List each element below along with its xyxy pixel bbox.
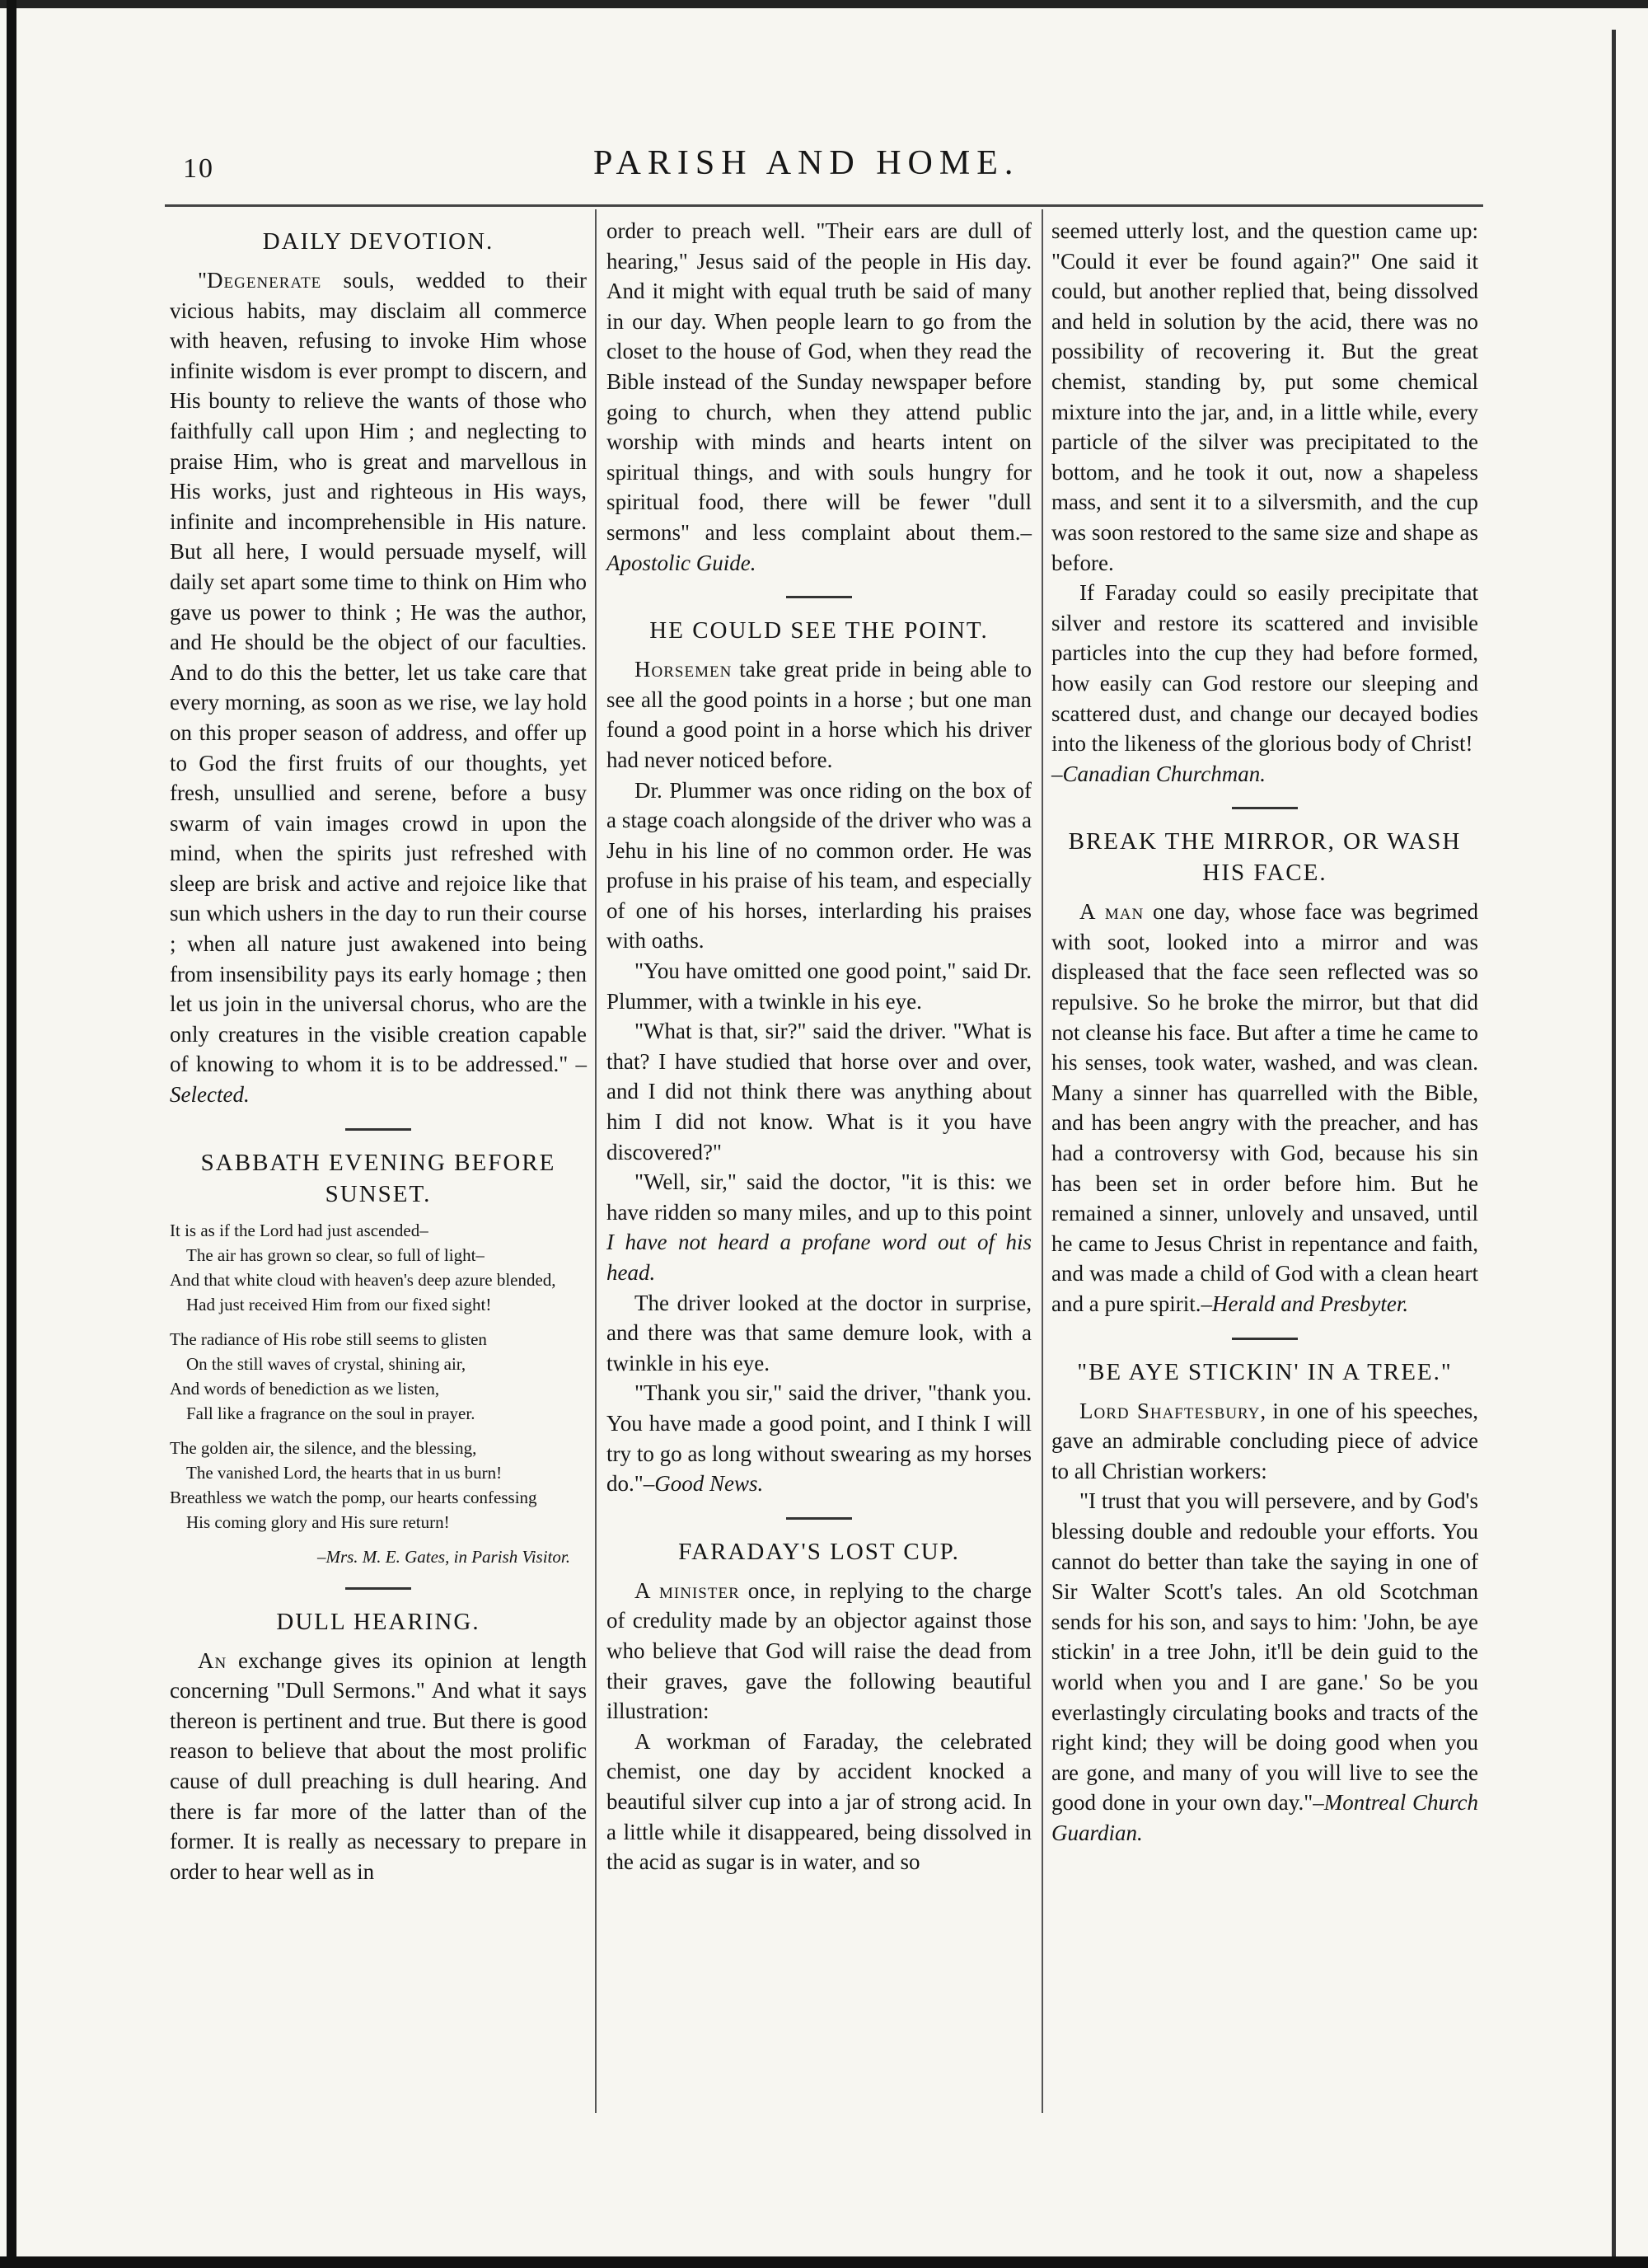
source-credit: Good News. bbox=[654, 1471, 764, 1497]
section-divider bbox=[1232, 1338, 1298, 1340]
emphasis-text: I have not heard a profane word out of his head. bbox=[606, 1230, 1032, 1285]
running-head: PARISH AND HOME. bbox=[593, 144, 1020, 182]
lead-word: Lord Shaftesbury bbox=[1079, 1398, 1261, 1423]
section-divider bbox=[345, 1128, 411, 1131]
paragraph-text: souls, wedded to their vicious habits, may disclaim all commerce with heaven, refusing to invoke Him whose infinite wisdom is ever prompt to discern, and His bounty to relieve the wants of those who faithfully call upon Him ; and neglecting to praise Him, who is great and marvellous in His works, just and righteous in His ways, infinite and incomprehensible in His nature. But all here, I would persuade myself, will daily set apart some time to think on Him who gave us power to think ; He was the author, and He should be the object of our faculties. And to do this the better, let us take care that every morning, as soon as we rise, we lay hold on this proper season of address, and offer up to God the first fruits of our thoughts, yet fresh, unsullied and serene, before a busy swarm of vain images crowd in upon the mind, when the spirits just refreshed with sleep are brisk and active and rejoice like that sun which ushers in the day to run their course ; when all nature just awakened into being from insensibility pays its early homage ; then let us join in the universal chorus, who are the only creatures in the visible creation capable of knowing to whom it is to be addressed." – bbox=[170, 268, 587, 1077]
article-paragraph: If Faraday could so easily precipitate that silver and restore its scattered and invisible particles into the cup they had before formed, how easily can God restore our sleeping and scattered dust, and change our decayed bodies into the likeness of the glorious body of Christ! bbox=[1051, 580, 1478, 757]
source-credit: Herald and Presbyter. bbox=[1211, 1291, 1409, 1316]
scan-border-right bbox=[1612, 30, 1616, 2256]
scan-border-bottom bbox=[0, 2256, 1648, 2268]
article-paragraph bbox=[606, 1576, 1032, 1727]
column-1 bbox=[170, 216, 587, 1886]
article-paragraph bbox=[1051, 897, 1478, 1319]
column-3 bbox=[1051, 216, 1478, 1849]
article-paragraph: "What is that, sir?" said the driver. "What is that? I have studied that horse over and over, and I did not think there was anything about him I did not know. What is it you have discovered?" bbox=[606, 1019, 1032, 1164]
poem-title: SABBATH EVENING BEFORE SUNSET. bbox=[200, 1149, 556, 1207]
poem-line: It is as if the Lord had just ascended– bbox=[170, 1220, 428, 1240]
header-rule bbox=[165, 204, 1483, 207]
article-paragraph bbox=[606, 1167, 1032, 1287]
poem-line: The vanished Lord, the hearts that in us burn! bbox=[186, 1462, 503, 1483]
paragraph-text: exchange gives its opinion at length concerning "Dull Sermons." And what it says thereon is pertinent and true. But there is good reason to believe that about the most prolific cause of dull preaching is dull hearing. And there is far more of the latter than of the former. It is really as necessary to prepare in order to hear well as in bbox=[170, 1647, 587, 1884]
article-title: "BE AYE STICKIN' IN A TREE." bbox=[1077, 1358, 1453, 1385]
paragraph-text: "I trust that you will persevere, and by God's blessing double and redouble your efforts. You cannot do better than take the saying in one of Sir Walter Scott's tales. An old Scotchman sends for his son, and says to him: 'John, be aye stickin' in a tree John, it'll be dein guid to the world when you and I are gane.' So be you everlastingly circulating books and tracts of the right kind; they will be doing good when you are gone, and many of you will live to see the good done in your own day."– bbox=[1051, 1488, 1478, 1816]
poem-line: On the still waves of crystal, shining air, bbox=[186, 1353, 466, 1374]
scan-border-left bbox=[7, 0, 16, 2268]
article-title: FARADAY'S LOST CUP. bbox=[678, 1538, 960, 1565]
scan-border-top bbox=[0, 0, 1648, 8]
paragraph-text: , in one of his speeches, gave an admirable concluding piece of advice to all Christian workers: bbox=[1051, 1398, 1478, 1483]
article-paragraph: "Degenerate souls, wedded to their vicious habits, may disclaim all commerce with heaven, refusing to invoke Him whose infinite wisdom is ever prompt to discern, and His bounty to relieve the wants of those who faithfully call upon Him ; and neglecting to praise Him, who is great and marvellous in His works, just and righteous in His ways, infinite and incomprehensible in His nature. But all here, I would persuade myself, will daily set apart some time to think on Him who gave us power to think ; He was the author, and He should be the object of our faculties. And to do this the better, let us take care that every morning, as soon as we rise, we lay hold on this proper season of address, and offer up to God the first fruits of our thoughts, yet fresh, unsullied and serene, before a busy swarm of vain images crowd in upon the mind, when the spirits just refreshed with sleep are brisk and active and rejoice like that sun which ushers in the day to run their course ; when all nature just awakened into being from insensibility pays its early homage ; then let us join in the universal chorus, who are the only creatures in the visible creation capable of knowing to whom it is to be addressed." –Selected. bbox=[170, 268, 587, 1108]
lead-word: Degenerate bbox=[207, 268, 322, 293]
poem-line: His coming glory and His sure return! bbox=[186, 1511, 450, 1532]
continued-paragraph bbox=[606, 216, 1032, 578]
paragraph-text: once, in replying to the charge of credulity made by an objector against those who believe that God will raise the dead from their graves, gave the following beautiful illustration: bbox=[606, 1577, 1032, 1724]
poem-line: The air has grown so clear, so full of light– bbox=[186, 1244, 485, 1265]
paragraph-text: "Thank you sir," said the driver, "thank you. You have made a good point, and I think I will try to go as long without swearing as my horses do."– bbox=[606, 1380, 1032, 1497]
article-paragraph bbox=[606, 1378, 1032, 1498]
section-divider bbox=[345, 1587, 411, 1590]
poem-stanza bbox=[170, 1436, 587, 1535]
section-divider bbox=[786, 596, 852, 598]
article-paragraph: The driver looked at the doctor in surprise, and there was that same demure look, with a twinkle in his eye. bbox=[606, 1290, 1032, 1375]
poem bbox=[170, 1218, 587, 1569]
article-title: BREAK THE MIRROR, OR WASH HIS FACE. bbox=[1068, 828, 1462, 887]
poem-line: Had just received Him from our fixed sight! bbox=[186, 1294, 492, 1314]
page-number: 10 bbox=[183, 153, 214, 184]
article-paragraph: "You have omitted one good point," said Dr. Plummer, with a twinkle in his eye. bbox=[606, 958, 1032, 1014]
source-credit: –Canadian Churchman. bbox=[1051, 761, 1266, 786]
poem-stanza bbox=[170, 1218, 587, 1317]
lead-word: Horsemen bbox=[634, 657, 733, 682]
column-rule-1 bbox=[595, 209, 597, 2113]
poem-line: The radiance of His robe still seems to glisten bbox=[170, 1328, 487, 1349]
poem-attribution: –Mrs. M. E. Gates, in Parish Visitor. bbox=[316, 1546, 570, 1567]
poem-line: And words of benediction as we listen, bbox=[170, 1378, 440, 1399]
paragraph-text: order to preach well. "Their ears are dull of hearing," Jesus said of the people in His day. And it might with equal truth be said of many in our day. When people learn to go from the closet to the house of God, when they read the Bible instead of the Sunday newspaper before going to church, when they attend public worship with minds and hearts intent on spiritual things, and with souls hungry for spiritual food, there will be fewer "dull sermons" and less complaint about them.– bbox=[606, 218, 1032, 545]
poem-line: And that white cloud with heaven's deep azure blended, bbox=[170, 1269, 556, 1290]
article-paragraph: Dr. Plummer was once riding on the box of a stage coach alongside of the driver who was a Jehu in his line of no common order. He was profuse in his praise of his team, and especially of one of his horses, interlarding his praises with oaths. bbox=[606, 777, 1032, 954]
paragraph-text: "Well, sir," said the doctor, "it is this: we have ridden so many miles, and up to this point bbox=[606, 1169, 1032, 1225]
column-rule-2 bbox=[1042, 209, 1043, 2113]
article-paragraph bbox=[1051, 1486, 1478, 1848]
article-title: HE COULD SEE THE POINT. bbox=[649, 617, 989, 644]
poem-line: The golden air, the silence, and the blessing, bbox=[170, 1437, 477, 1458]
section-divider bbox=[1232, 807, 1298, 809]
article-title: DAILY DEVOTION. bbox=[262, 228, 494, 255]
article-title: DULL HEARING. bbox=[276, 1608, 480, 1635]
column-2 bbox=[606, 216, 1032, 1877]
continued-paragraph: seemed utterly lost, and the question came up: "Could it ever be found again?" One said it could, but another replied that, being dissolved and held in solution by the acid, there was no possibility of recovering it. But the great chemist, standing by, put some chemical mixture into the jar, and, in a little while, every particle of the silver was precipitated to the bottom, and he took it out, now a shapeless mass, and sent it to a silversmith, and the cup was soon restored to the same size and shape as before. bbox=[1051, 218, 1478, 575]
source-credit: Selected. bbox=[170, 1082, 250, 1108]
paragraph-text: take great pride in being able to see all the good points in a horse ; but one man found a good point in a horse which his driver had never noticed before. bbox=[606, 657, 1032, 772]
paragraph-text: one day, whose face was begrimed with soot, looked into a mirror and was displeased that the face seen reflected was so repulsive. So he broke the mirror, but that did not cleanse his face. But after a time he came to his senses, took water, washed, and was clean. Many a sinner has quarrelled with the Bible, and has been angry with the preacher, and has had a controversy with God, because his sin has been set in order before him. But he remained a sinner, unlovely and unsaved, until he came to Jesus Christ in repentance and faith, and was made a child of God with a clean heart and a pure spirit.– bbox=[1051, 899, 1478, 1316]
lead-word: A minister bbox=[634, 1577, 740, 1603]
lead-word: A man bbox=[1079, 899, 1145, 925]
article-paragraph: A workman of Faraday, the celebrated chemist, one day by accident knocked a beautiful silver cup into a jar of strong acid. In a little while it disappeared, being dissolved in the acid as sugar is in water, and so bbox=[606, 1728, 1032, 1875]
poem-line: Fall like a fragrance on the soul in prayer. bbox=[186, 1403, 475, 1423]
section-divider bbox=[786, 1517, 852, 1520]
article-paragraph bbox=[1051, 1396, 1478, 1487]
article-paragraph bbox=[606, 654, 1032, 775]
source-credit: Apostolic Guide. bbox=[606, 550, 756, 575]
source-credit: Montreal Church Guardian. bbox=[1051, 1790, 1479, 1845]
article-paragraph bbox=[170, 1646, 587, 1887]
poem-stanza bbox=[170, 1327, 587, 1426]
poem-line: Breathless we watch the pomp, our hearts confessing bbox=[170, 1487, 537, 1507]
lead-word: An bbox=[198, 1647, 227, 1673]
